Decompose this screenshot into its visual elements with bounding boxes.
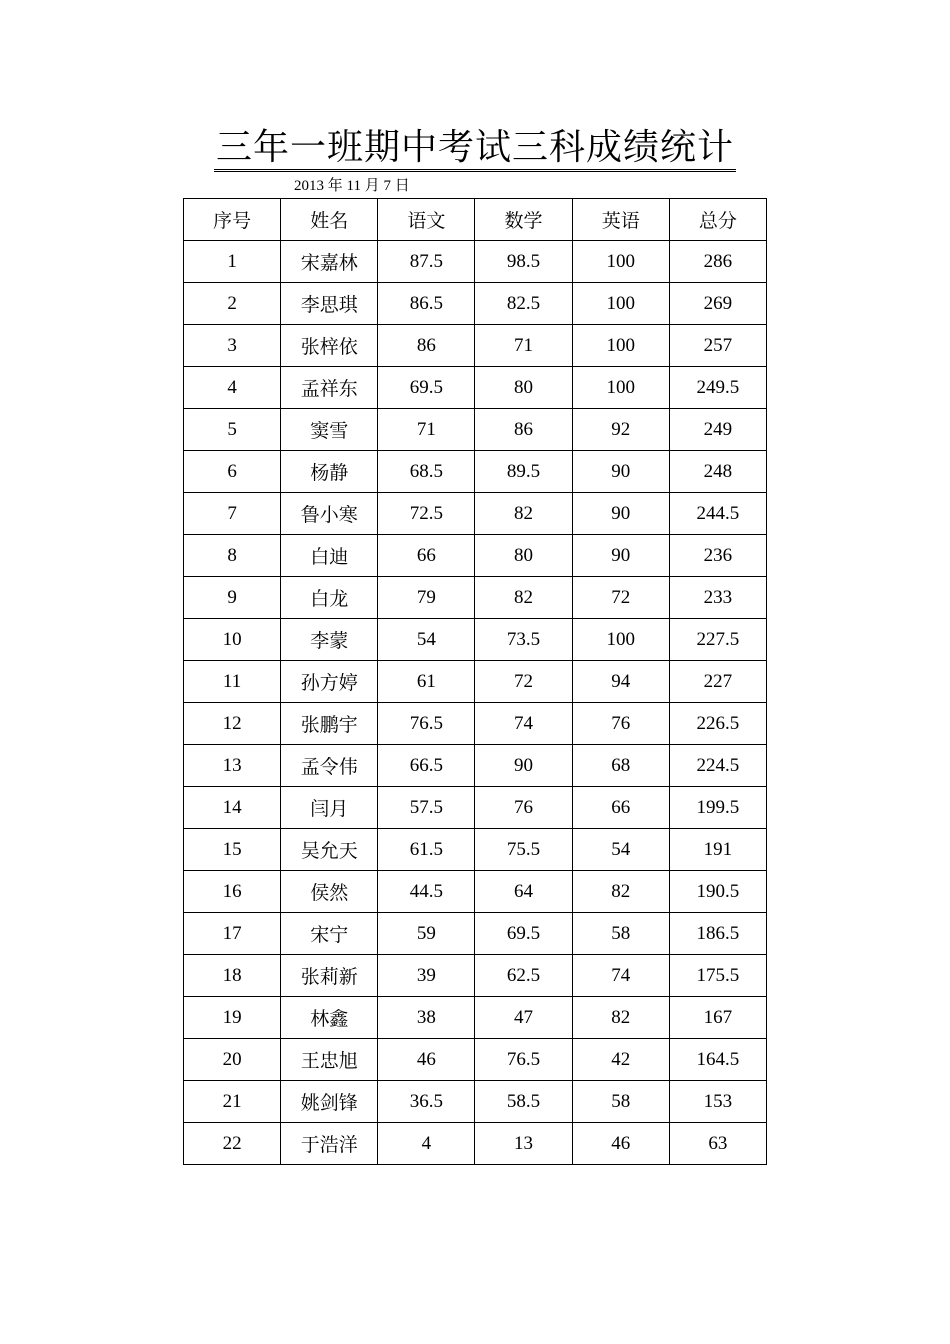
cell-english: 100 <box>572 283 669 325</box>
cell-name: 于浩洋 <box>281 1123 378 1165</box>
cell-name: 李蒙 <box>281 619 378 661</box>
table-body <box>184 241 767 1165</box>
cell-chinese: 69.5 <box>378 367 475 409</box>
cell-name: 杨静 <box>281 451 378 493</box>
cell-name: 张鹏宇 <box>281 703 378 745</box>
cell-english: 100 <box>572 619 669 661</box>
cell-total: 257 <box>669 325 766 367</box>
cell-chinese: 44.5 <box>378 871 475 913</box>
table-row <box>184 787 767 829</box>
cell-index: 20 <box>184 1039 281 1081</box>
cell-math: 69.5 <box>475 913 572 955</box>
table-row <box>184 661 767 703</box>
cell-english: 58 <box>572 1081 669 1123</box>
cell-name: 姚剑锋 <box>281 1081 378 1123</box>
table-row <box>184 577 767 619</box>
cell-english: 74 <box>572 955 669 997</box>
cell-english: 82 <box>572 997 669 1039</box>
cell-math: 90 <box>475 745 572 787</box>
cell-total: 167 <box>669 997 766 1039</box>
cell-name: 林鑫 <box>281 997 378 1039</box>
cell-total: 269 <box>669 283 766 325</box>
document-date: 2013 年 11 月 7 日 <box>294 178 410 194</box>
cell-chinese: 87.5 <box>378 241 475 283</box>
table-row <box>184 1123 767 1165</box>
cell-math: 72 <box>475 661 572 703</box>
cell-chinese: 86 <box>378 325 475 367</box>
cell-chinese: 38 <box>378 997 475 1039</box>
cell-index: 1 <box>184 241 281 283</box>
cell-chinese: 61.5 <box>378 829 475 871</box>
cell-index: 15 <box>184 829 281 871</box>
cell-chinese: 57.5 <box>378 787 475 829</box>
cell-index: 3 <box>184 325 281 367</box>
cell-chinese: 71 <box>378 409 475 451</box>
cell-math: 82 <box>475 577 572 619</box>
cell-name: 宋嘉林 <box>281 241 378 283</box>
cell-total: 153 <box>669 1081 766 1123</box>
cell-name: 窦雪 <box>281 409 378 451</box>
cell-name: 闫月 <box>281 787 378 829</box>
cell-total: 227.5 <box>669 619 766 661</box>
cell-total: 175.5 <box>669 955 766 997</box>
cell-math: 86 <box>475 409 572 451</box>
cell-chinese: 66.5 <box>378 745 475 787</box>
cell-index: 11 <box>184 661 281 703</box>
table-row <box>184 955 767 997</box>
header-index: 序号 <box>184 199 281 241</box>
cell-english: 46 <box>572 1123 669 1165</box>
cell-total: 227 <box>669 661 766 703</box>
cell-index: 17 <box>184 913 281 955</box>
cell-total: 191 <box>669 829 766 871</box>
cell-total: 249 <box>669 409 766 451</box>
cell-total: 63 <box>669 1123 766 1165</box>
cell-english: 100 <box>572 241 669 283</box>
cell-chinese: 54 <box>378 619 475 661</box>
cell-english: 68 <box>572 745 669 787</box>
cell-name: 宋宁 <box>281 913 378 955</box>
cell-math: 13 <box>475 1123 572 1165</box>
cell-chinese: 39 <box>378 955 475 997</box>
cell-chinese: 59 <box>378 913 475 955</box>
cell-total: 286 <box>669 241 766 283</box>
table-row <box>184 241 767 283</box>
cell-total: 233 <box>669 577 766 619</box>
cell-name: 孟令伟 <box>281 745 378 787</box>
cell-chinese: 4 <box>378 1123 475 1165</box>
cell-index: 22 <box>184 1123 281 1165</box>
table-header-row <box>184 199 767 241</box>
cell-index: 14 <box>184 787 281 829</box>
cell-chinese: 46 <box>378 1039 475 1081</box>
cell-chinese: 79 <box>378 577 475 619</box>
cell-index: 6 <box>184 451 281 493</box>
cell-math: 71 <box>475 325 572 367</box>
title-text: 三年一班期中考试三科成绩统计 <box>214 125 736 172</box>
header-chinese: 语文 <box>378 199 475 241</box>
cell-english: 42 <box>572 1039 669 1081</box>
cell-total: 244.5 <box>669 493 766 535</box>
cell-total: 249.5 <box>669 367 766 409</box>
cell-english: 92 <box>572 409 669 451</box>
cell-index: 2 <box>184 283 281 325</box>
header-english: 英语 <box>572 199 669 241</box>
cell-math: 47 <box>475 997 572 1039</box>
cell-math: 76.5 <box>475 1039 572 1081</box>
cell-name: 吴允天 <box>281 829 378 871</box>
cell-math: 89.5 <box>475 451 572 493</box>
table-row <box>184 913 767 955</box>
cell-index: 8 <box>184 535 281 577</box>
cell-english: 94 <box>572 661 669 703</box>
cell-english: 72 <box>572 577 669 619</box>
header-math: 数学 <box>475 199 572 241</box>
cell-chinese: 61 <box>378 661 475 703</box>
cell-total: 224.5 <box>669 745 766 787</box>
cell-name: 李思琪 <box>281 283 378 325</box>
table-row <box>184 619 767 661</box>
cell-english: 54 <box>572 829 669 871</box>
cell-math: 80 <box>475 367 572 409</box>
cell-chinese: 68.5 <box>378 451 475 493</box>
cell-index: 13 <box>184 745 281 787</box>
header-total: 总分 <box>669 199 766 241</box>
cell-math: 62.5 <box>475 955 572 997</box>
table-row <box>184 283 767 325</box>
cell-name: 张莉新 <box>281 955 378 997</box>
cell-index: 7 <box>184 493 281 535</box>
cell-chinese: 76.5 <box>378 703 475 745</box>
cell-math: 74 <box>475 703 572 745</box>
cell-total: 248 <box>669 451 766 493</box>
table-row <box>184 997 767 1039</box>
cell-index: 16 <box>184 871 281 913</box>
cell-index: 9 <box>184 577 281 619</box>
cell-english: 58 <box>572 913 669 955</box>
cell-index: 19 <box>184 997 281 1039</box>
cell-index: 4 <box>184 367 281 409</box>
score-table <box>183 198 767 1165</box>
page-title <box>0 124 950 172</box>
header-name: 姓名 <box>281 199 378 241</box>
cell-name: 孙方婷 <box>281 661 378 703</box>
cell-name: 鲁小寒 <box>281 493 378 535</box>
cell-math: 73.5 <box>475 619 572 661</box>
cell-chinese: 36.5 <box>378 1081 475 1123</box>
cell-math: 82.5 <box>475 283 572 325</box>
cell-chinese: 86.5 <box>378 283 475 325</box>
table-row <box>184 493 767 535</box>
cell-total: 190.5 <box>669 871 766 913</box>
cell-chinese: 72.5 <box>378 493 475 535</box>
cell-total: 226.5 <box>669 703 766 745</box>
cell-name: 王忠旭 <box>281 1039 378 1081</box>
cell-total: 236 <box>669 535 766 577</box>
cell-math: 75.5 <box>475 829 572 871</box>
cell-math: 82 <box>475 493 572 535</box>
cell-math: 58.5 <box>475 1081 572 1123</box>
cell-total: 199.5 <box>669 787 766 829</box>
table-row <box>184 367 767 409</box>
cell-math: 80 <box>475 535 572 577</box>
cell-name: 张梓依 <box>281 325 378 367</box>
cell-index: 12 <box>184 703 281 745</box>
cell-english: 100 <box>572 367 669 409</box>
table-row <box>184 703 767 745</box>
cell-english: 90 <box>572 535 669 577</box>
table-row <box>184 1039 767 1081</box>
cell-english: 82 <box>572 871 669 913</box>
cell-math: 76 <box>475 787 572 829</box>
cell-english: 100 <box>572 325 669 367</box>
cell-english: 66 <box>572 787 669 829</box>
cell-index: 18 <box>184 955 281 997</box>
table-row <box>184 451 767 493</box>
cell-name: 孟祥东 <box>281 367 378 409</box>
cell-chinese: 66 <box>378 535 475 577</box>
cell-english: 76 <box>572 703 669 745</box>
cell-name: 白龙 <box>281 577 378 619</box>
table-row <box>184 409 767 451</box>
cell-english: 90 <box>572 451 669 493</box>
cell-index: 10 <box>184 619 281 661</box>
cell-name: 侯然 <box>281 871 378 913</box>
table-row <box>184 535 767 577</box>
cell-math: 64 <box>475 871 572 913</box>
table-row <box>184 871 767 913</box>
cell-total: 164.5 <box>669 1039 766 1081</box>
cell-name: 白迪 <box>281 535 378 577</box>
table-row <box>184 745 767 787</box>
table-row <box>184 829 767 871</box>
cell-total: 186.5 <box>669 913 766 955</box>
cell-index: 5 <box>184 409 281 451</box>
table-row <box>184 1081 767 1123</box>
cell-math: 98.5 <box>475 241 572 283</box>
cell-english: 90 <box>572 493 669 535</box>
cell-index: 21 <box>184 1081 281 1123</box>
table-row <box>184 325 767 367</box>
